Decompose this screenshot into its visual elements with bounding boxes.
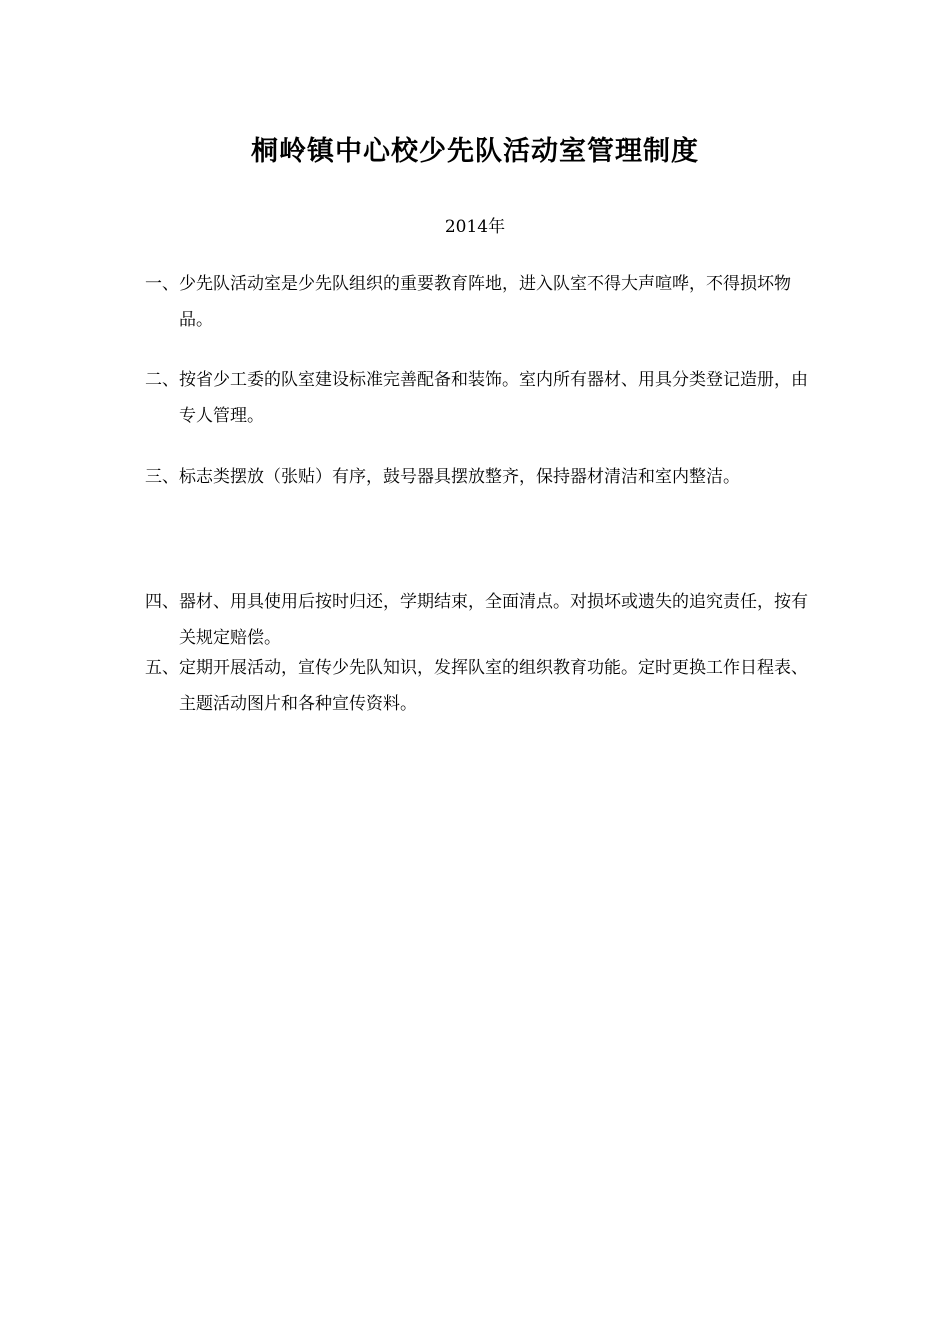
rule-number: 四、 [145,592,179,612]
rule-number: 二、 [145,370,179,390]
rule-text: 器材、用具使用后按时归还，学期结束，全面清点。对损坏或遗失的追究责任，按有关规定赔偿。 [179,592,808,648]
rule-number: 五、 [145,658,179,678]
rule-text: 标志类摆放（张贴）有序，鼓号器具摆放整齐，保持器材清洁和室内整洁。 [179,467,740,487]
rule-item [145,584,815,656]
document-year: 2014年 [444,217,506,237]
rule-item [145,266,815,338]
rule-item [145,459,815,495]
rule-number: 一、 [145,274,179,294]
rule-text: 少先队活动室是少先队组织的重要教育阵地，进入队室不得大声喧哗，不得损坏物品。 [179,274,791,330]
rule-text: 定期开展活动，宣传少先队知识，发挥队室的组织教育功能。定时更换工作日程表、主题活动图片和各种宣传资料。 [179,658,808,714]
rule-item [145,362,815,434]
document-title: 桐岭镇中心校少先队活动室管理制度 [251,136,699,167]
rule-text: 按省少工委的队室建设标准完善配备和装饰。室内所有器材、用具分类登记造册，由专人管理。 [179,370,808,426]
rule-item [145,650,815,722]
rule-number: 三、 [145,467,179,487]
